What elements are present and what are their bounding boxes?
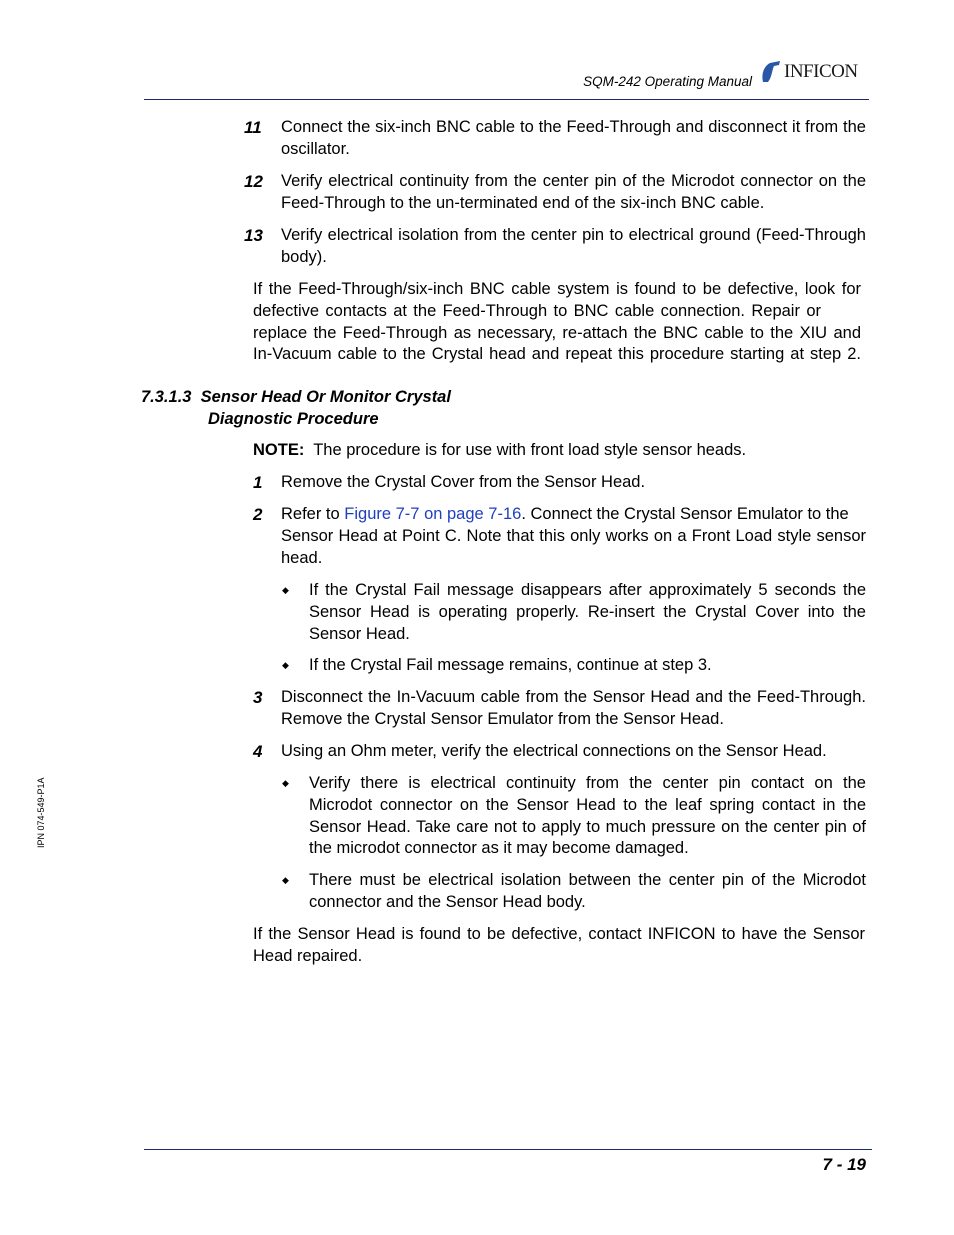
paragraph-defective-head: If the Sensor Head is found to be defective, contact INFICON to have the Sensor Head repaired. — [253, 925, 865, 965]
step-number: 4 — [253, 742, 263, 761]
figure-link[interactable]: Figure 7-7 on page 7-16 — [344, 505, 522, 523]
text-line: Connect the six-inch BNC cable to the Feed-Through and disconnect it from the — [281, 118, 866, 136]
text-line: Microdot connector on the Sensor Head to the leaf spring contact in the — [309, 795, 866, 814]
text-line: If the Crystal Fail message remains, continue at step 3. — [309, 656, 712, 674]
bullet-text — [309, 580, 866, 645]
bullet-text — [309, 655, 866, 677]
section-heading: 7.3.1.3 Sensor Head Or Monitor Crystal — [141, 388, 451, 406]
header-rule — [144, 99, 869, 100]
note: NOTE: The procedure is for use with front load style sensor heads. — [253, 441, 747, 459]
step-2-text: Refer to Figure 7-7 on page 7-16. Connect the Crystal Sensor Emulator to the Sensor Head at Point C. Note that this only works on a Front Load style sensor head. — [281, 505, 866, 567]
step-text — [281, 225, 866, 269]
inficon-logo: INFICON — [760, 60, 875, 84]
page-number: 7 - 19 — [822, 1155, 866, 1174]
text-line: Sensor Head is operating properly. Re-insert the Crystal Cover into the — [309, 602, 866, 621]
step-text — [281, 117, 866, 161]
step-number: 13 — [244, 226, 263, 245]
step-text — [281, 171, 866, 215]
text-line: connector and the Sensor Head body. — [309, 892, 586, 911]
footer-rule — [144, 1149, 872, 1150]
step-number: 11 — [244, 118, 262, 137]
section-heading-line2: Diagnostic Procedure — [208, 410, 379, 428]
text-line: If the Crystal Fail message disappears after approximately 5 seconds the — [309, 581, 866, 599]
text-line: Feed-Through to the un-terminated end of the six-inch BNC cable. — [281, 193, 765, 212]
text-line: the microdot connector as it may become damaged. — [309, 839, 689, 858]
text-line: body). — [281, 247, 327, 266]
text-line: Verify electrical continuity from the center pin of the Microdot connector on the — [281, 172, 866, 190]
text-line: oscillator. — [281, 139, 350, 158]
bullet-text — [309, 870, 866, 914]
step-number: 3 — [253, 688, 263, 707]
step-number: 1 — [253, 473, 263, 492]
step-number: 2 — [253, 505, 263, 524]
text-line: Verify there is electrical continuity from the center pin contact on the — [309, 774, 866, 792]
text-line: Sensor Head. Take care not to apply to much pressure on the center pin of — [309, 817, 866, 836]
header-title: SQM-242 Operating Manual — [583, 74, 752, 89]
step-1-text: Remove the Crystal Cover from the Sensor Head. — [281, 473, 646, 491]
bullet-icon: ◆ — [282, 585, 289, 595]
step-number: 12 — [244, 172, 263, 191]
text-line: There must be electrical isolation between the center pin of the Microdot — [309, 871, 866, 889]
step-3-text: Disconnect the In-Vacuum cable from the Sensor Head and the Feed-Through. Remove the Crystal Sensor Emulator from the Sensor Head. — [281, 688, 866, 728]
text-line: Verify electrical isolation from the center pin to electrical ground (Feed-Through — [281, 226, 866, 244]
bullet-icon: ◆ — [282, 778, 289, 788]
bullet-icon: ◆ — [282, 660, 289, 670]
bullet-text — [309, 773, 866, 860]
text-line: Sensor Head. — [309, 624, 410, 643]
paragraph-defective-feedthrough: If the Feed-Through/six-inch BNC cable system is found to be defective, look for defective contacts at the Feed-Through to BNC cable connection. Repair or replace the Feed-Through as necessary, re-attach the BNC cable to the XIU and In-Vacuum cable to the Crystal head and repeat this procedure starting at step 2. — [253, 280, 861, 364]
step-4-text: Using an Ohm meter, verify the electrical connections on the Sensor Head. — [281, 742, 827, 760]
bullet-icon: ◆ — [282, 875, 289, 885]
document-id: IPN 074-549-P1A — [36, 777, 46, 848]
